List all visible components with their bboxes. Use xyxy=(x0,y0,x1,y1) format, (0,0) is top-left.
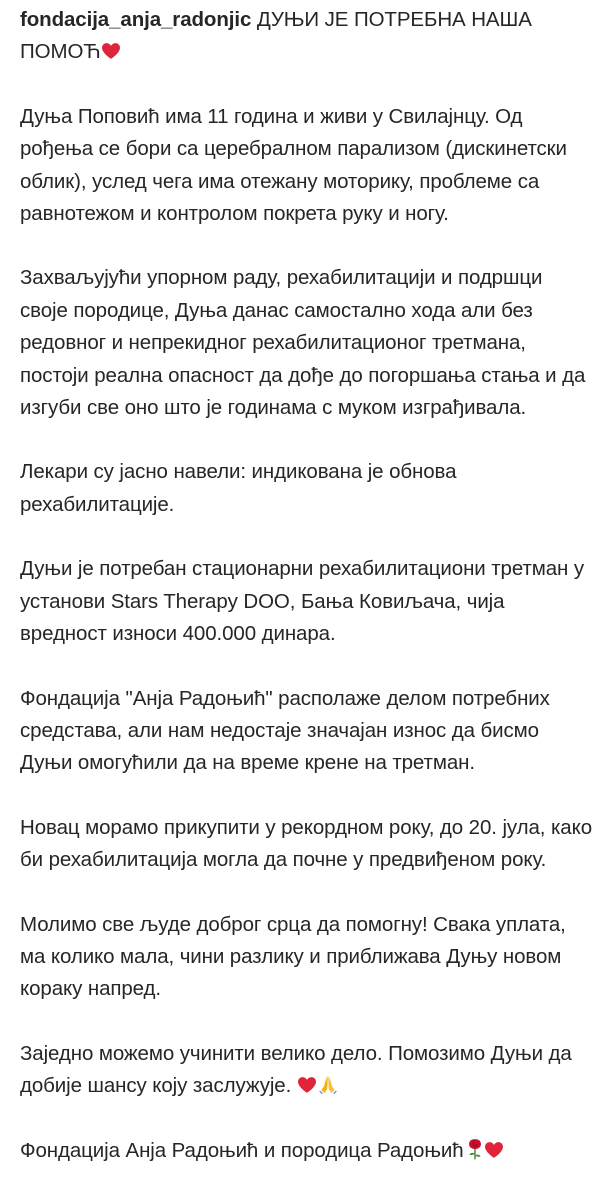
red-heart-icon xyxy=(298,1077,316,1093)
signature-text: Фондација Анја Радоњић и породица Радоњић xyxy=(20,1138,464,1162)
caption-paragraph: Новац морамо прикупити у рекордном року, до 20. јула, како би рехабилитација могла да почне у предвиђеном року. xyxy=(20,815,593,872)
caption-headline: ДУЊИ ЈЕ ПОТРЕБНА НАША ПОМОЋ xyxy=(20,8,532,64)
caption-paragraph: Молимо све људе доброг срца да помогну! Свака уплата, ма колико мала, чини разлику и приближава Дуњу новом кораку напред. xyxy=(20,912,566,1001)
post-caption xyxy=(20,0,592,1167)
closing-text: Заједно можемо учинити велико дело. Помозимо Дуњи да добије шансу коју заслужује. xyxy=(20,1041,572,1098)
caption-paragraph: Дуња Поповић има 11 година и живи у Свилајнцу. Од рођења се бори са церебралном парализом (дискинетски облик), услед чега има отежану моторику, проблеме са равнотежом и контролом покрета руку и ногу. xyxy=(20,104,567,226)
red-heart-icon xyxy=(485,1142,503,1158)
username-link[interactable]: fondacija_anja_radonjic xyxy=(20,8,252,31)
caption-paragraph: Дуњи је потребан стационарни рехабилитациони третман у установи Stars Therapy DOO, Бања Ковиљача, чија вредност износи 400.000 динара. xyxy=(20,557,584,646)
caption-closing-paragraph xyxy=(20,1038,592,1103)
red-heart-icon xyxy=(102,43,120,59)
rose-icon xyxy=(466,1138,484,1160)
folded-hands-icon xyxy=(318,1074,338,1094)
caption-signature xyxy=(20,1135,592,1167)
caption-paragraph: Лекари су јасно навели: индикована је обнова рехабилитације. xyxy=(20,460,457,516)
caption-paragraph: Захваљујући упорном раду, рехабилитацији и подршци своје породице, Дуња данас самостално хода али без редовног и непрекидног рехабилитационог третмана, постоји реална опасност да дође до погоршања стања и да изгуби све оно што је годинама с муком изграђивала. xyxy=(20,266,586,420)
caption-header xyxy=(20,0,592,69)
caption-paragraph: Фондација "Анја Радоњић" располаже делом потребних средстава, али нам недостаје значајан износ да бисмо Дуњи омогућили да на време крене на третман. xyxy=(20,686,550,775)
